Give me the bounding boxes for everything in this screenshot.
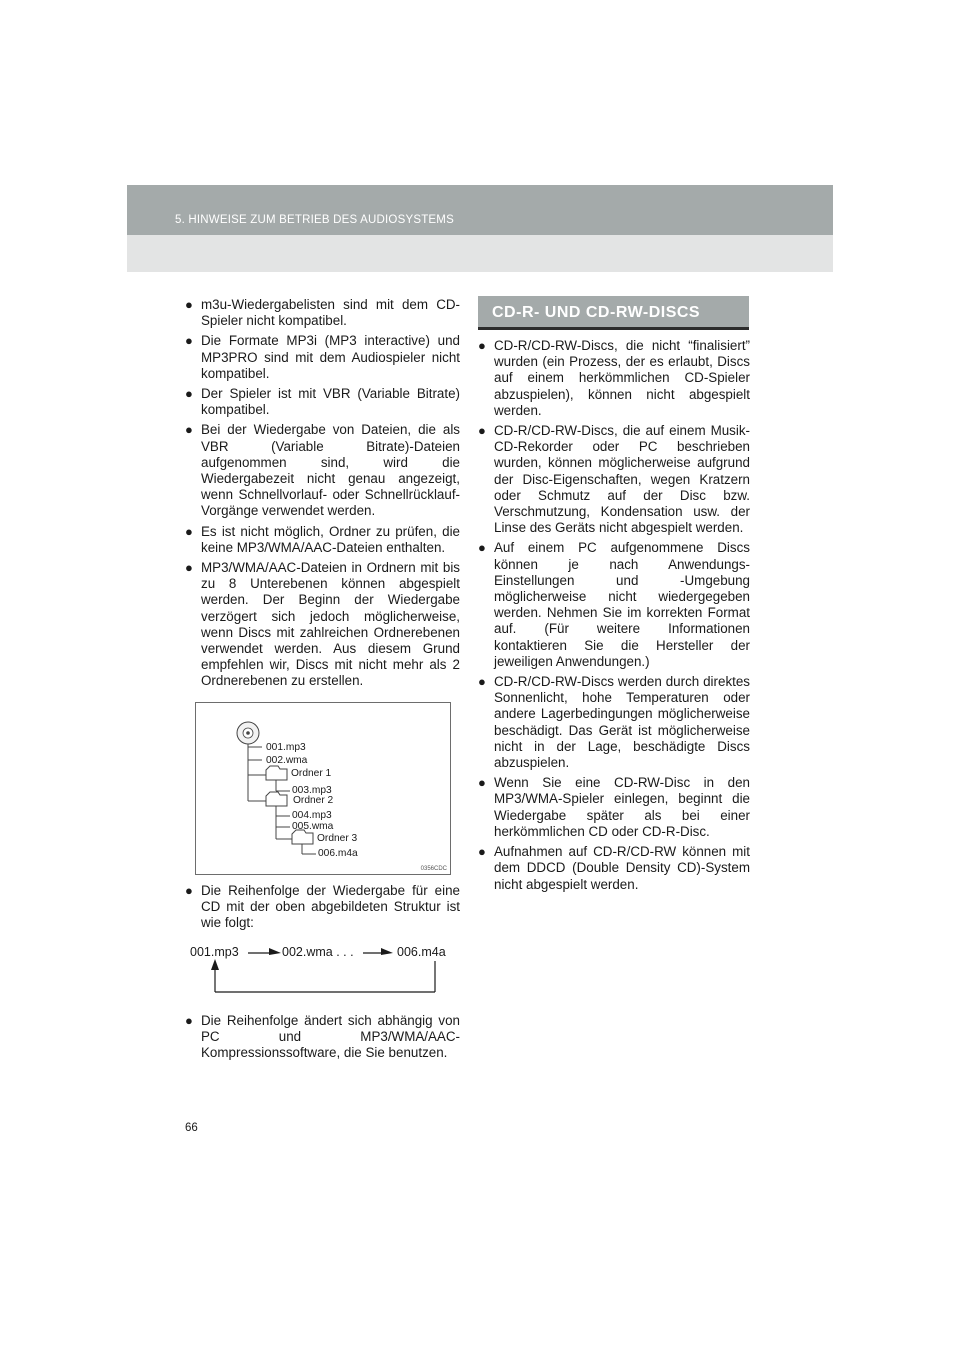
bullet-icon: ● <box>185 883 193 898</box>
header-band <box>127 185 833 272</box>
folder-icon <box>266 792 287 806</box>
file-label: 001.mp3 <box>266 742 306 753</box>
list-item: ● Auf einem PC aufgenommene Discs können je nach Anwendungs-Einstellungen und -Umgebung möglicherweise nicht wiedergegeben werden. Nehmen Sie im korrekten Format auf. (Für weitere Informationen kontaktieren Sie die Hersteller der jeweiligen Anwendungen.) <box>478 540 750 669</box>
list-item: ● Die Reihenfolge ändert sich abhängig von PC und MP3/WMA/AAC-Kompressionssoftware, die Sie benutzen. <box>185 1013 460 1061</box>
list-item: ● CD-R/CD-RW-Discs werden durch direktes Sonnenlicht, hohe Temperaturen oder andere Lagerbedingungen möglicherweise beschädigt. Das Gerät ist möglicherweise nicht in der Lage, beschädigte Discs abzuspielen. <box>478 674 750 771</box>
section-title: CD-R- UND CD-RW-DISCS <box>492 304 701 321</box>
list-item: ● Die Reihenfolge der Wiedergabe für eine CD mit der oben abgebildeten Struktur ist wie folgt: <box>185 883 460 931</box>
flow-end: 006.m4a <box>397 945 446 959</box>
bullet-icon: ● <box>185 386 193 402</box>
file-label: 005.wma <box>292 821 334 832</box>
software-note <box>185 1013 460 1066</box>
right-column <box>478 338 750 897</box>
folder-icon <box>266 766 287 780</box>
bullet-icon: ● <box>478 423 486 439</box>
list-item: ● Aufnahmen auf CD-R/CD-RW können mit dem DDCD (Double Density CD)-System nicht abgespielt werden. <box>478 844 750 892</box>
list-item: ● Die Formate MP3i (MP3 interactive) und MP3PRO sind mit dem Audiospieler nicht kompatibel. <box>185 333 460 381</box>
chapter-title: 5. HINWEISE ZUM BETRIEB DES AUDIOSYSTEMS <box>175 214 454 226</box>
disc-icon <box>237 722 259 744</box>
header-top-bar <box>127 185 833 235</box>
folder-icon <box>292 830 313 844</box>
bullet-icon: ● <box>185 333 193 349</box>
bullet-icon: ● <box>185 523 193 539</box>
bullet-icon: ● <box>478 674 486 690</box>
order-note <box>185 883 460 936</box>
list-item: ● Wenn Sie eine CD-RW-Disc in den MP3/WMA-Spieler einlegen, beginnt die Wiedergabe später als bei einer herkömmlichen CD oder CD-R-Disc. <box>478 775 750 839</box>
flow-start: 001.mp3 <box>190 945 239 959</box>
list-item: ● Bei der Wiedergabe von Dateien, die als VBR (Variable Bitrate)-Dateien aufgenommen sind, wird die Wiedergabezeit nicht genau angezeigt, wenn Schnellvorlauf- oder Schnellrücklauf-Vorgänge verwendet werden. <box>185 422 460 519</box>
flow-middle: 002.wma . . . <box>282 945 354 959</box>
folder-label: Ordner 2 <box>293 795 334 806</box>
file-label: 006.m4a <box>318 848 358 859</box>
bullet-icon: ● <box>185 297 193 312</box>
right-bullet-list <box>478 338 750 893</box>
folder-label: Ordner 1 <box>291 768 332 779</box>
bullet-icon: ● <box>478 775 486 791</box>
list-item: ● Es ist nicht möglich, Ordner zu prüfen, die keine MP3/WMA/AAC-Dateien enthalten. <box>185 523 460 555</box>
bullet-icon: ● <box>478 338 486 353</box>
file-label: 004.mp3 <box>292 810 332 821</box>
bullet-icon: ● <box>185 422 193 438</box>
bullet-icon: ● <box>185 1013 193 1028</box>
left-column <box>185 297 460 694</box>
bullet-icon: ● <box>478 540 486 556</box>
file-label: 002.wma <box>266 755 308 766</box>
file-label: 003.mp3 <box>292 785 332 796</box>
bullet-icon: ● <box>478 844 486 860</box>
folder-label: Ordner 3 <box>317 833 358 844</box>
list-item: ● Der Spieler ist mit VBR (Variable Bitrate) kompatibel. <box>185 386 460 418</box>
section-heading <box>478 296 749 330</box>
left-bullet-list <box>185 297 460 690</box>
list-item: ● MP3/WMA/AAC-Dateien in Ordnern mit bis zu 8 Unterebenen können abgespielt werden. Der Beginn der Wiedergabe verzögert sich jedoch möglicherweise, wenn Discs mit zahlreichen Ordnerebenen verwendet werden. Aus diesem Grund empfehlen wir, Discs mit nicht mehr als 2 Ordnerebenen zu erstellen. <box>185 560 460 689</box>
list-item: ● CD-R/CD-RW-Discs, die auf einem Musik-CD-Rekorder oder PC beschrieben wurden, können möglicherweise aufgrund der Disc-Eigenschaften, wegen Kratzern oder Schmutz auf der Disc bzw. Verschmutzung, Kondensation usw. der Linse des Geräts nicht abgespielt werden. <box>478 423 750 536</box>
bullet-icon: ● <box>185 560 193 576</box>
folder-structure-figure <box>195 702 451 875</box>
figure-code: 0356CDC <box>420 866 447 872</box>
playback-order-flow <box>185 942 465 1002</box>
list-item: ● CD-R/CD-RW-Discs, die nicht “finalisiert” wurden (ein Prozess, der es erlaubt, Discs auf einem herkömmlichen CD-Spieler abzuspielen), können nicht abgespielt werden. <box>478 338 750 418</box>
list-item: ● m3u-Wiedergabelisten sind mit dem CD-Spieler nicht kompatibel. <box>185 297 460 329</box>
page-number: 66 <box>185 1122 198 1134</box>
